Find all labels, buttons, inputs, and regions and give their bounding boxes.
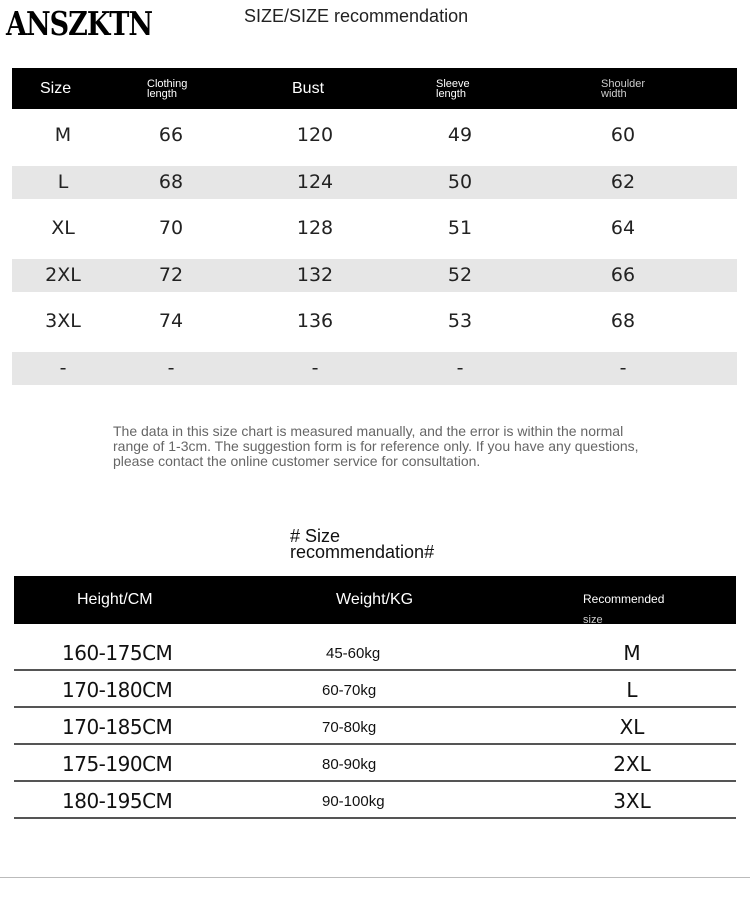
cell-shoulder-width: 64 — [610, 217, 636, 239]
cell-height: 180-195CM — [62, 789, 173, 813]
recommendation-title: # Size recommendation# — [290, 526, 435, 562]
cell-sleeve-length: 49 — [447, 124, 473, 146]
cell-sleeve-length: - — [456, 356, 464, 379]
header-shoulder-width: Shoulder width — [601, 77, 646, 100]
cell-bust: - — [311, 356, 319, 379]
cell-recommended-size: L — [626, 678, 638, 702]
cell-size: 3XL — [45, 310, 81, 332]
cell-size: L — [57, 170, 69, 193]
cell-recommended-size: 2XL — [613, 752, 651, 776]
cell-bust: 128 — [296, 217, 334, 239]
cell-height: 160-175CM — [62, 641, 173, 665]
cell-size: M — [54, 124, 72, 146]
cell-bust: 124 — [296, 170, 334, 193]
header-clothing-length: Clothing length — [147, 77, 188, 100]
cell-clothing-length: 66 — [158, 124, 184, 146]
cell-size: XL — [51, 217, 75, 239]
header-recommended: Recommended — [583, 592, 665, 606]
cell-height: 170-185CM — [62, 715, 173, 739]
cell-sleeve-length: 53 — [447, 310, 473, 332]
table-row — [14, 634, 736, 671]
cell-clothing-length: 70 — [158, 217, 184, 239]
cell-recommended-size: 3XL — [613, 789, 651, 813]
table-row — [14, 671, 736, 708]
brand-logo: ANSZKTN — [6, 6, 153, 44]
table-row — [14, 708, 736, 745]
table-row — [12, 305, 737, 338]
cell-shoulder-width: 62 — [610, 170, 636, 193]
table-row — [14, 745, 736, 782]
cell-height: 175-190CM — [62, 752, 173, 776]
recommendation-table — [14, 634, 736, 819]
cell-size: - — [59, 356, 67, 379]
header-sleeve-length: Sleeve length — [436, 77, 470, 100]
cell-clothing-length: 68 — [158, 170, 184, 193]
header-height: Height/CM — [77, 591, 153, 608]
cell-bust: 136 — [296, 310, 334, 332]
cell-sleeve-length: 51 — [447, 217, 473, 239]
cell-shoulder-width: 66 — [610, 263, 636, 286]
size-chart-table — [12, 119, 737, 398]
cell-height: 170-180CM — [62, 678, 173, 702]
cell-weight: 60-70kg — [322, 682, 377, 699]
header-weight: Weight/KG — [336, 591, 414, 608]
header-bust: Bust — [292, 79, 325, 97]
cell-sleeve-length: 52 — [447, 263, 473, 286]
cell-clothing-length: - — [167, 356, 175, 379]
header-recommended-size: size — [583, 614, 603, 626]
table-row — [12, 119, 737, 152]
cell-size: 2XL — [45, 263, 81, 286]
cell-shoulder-width: 68 — [610, 310, 636, 332]
measurement-note: The data in this size chart is measured manually, and the error is within the normal range of 1-3cm. The suggestion form is for reference only. If you have any questions, please contact the online customer service for consultation. — [113, 423, 639, 469]
table-row — [12, 259, 737, 292]
cell-weight: 80-90kg — [322, 756, 377, 773]
cell-weight: 70-80kg — [322, 719, 377, 736]
cell-clothing-length: 72 — [158, 263, 184, 286]
table-row — [12, 352, 737, 385]
header-size: Size — [40, 79, 72, 97]
cell-clothing-length: 74 — [158, 310, 184, 332]
cell-weight: 90-100kg — [322, 793, 385, 810]
cell-shoulder-width: 60 — [610, 124, 636, 146]
table-row — [12, 166, 737, 199]
recommendation-header — [14, 576, 736, 624]
cell-shoulder-width: - — [619, 356, 627, 379]
size-chart-header — [12, 68, 737, 109]
bottom-divider — [0, 877, 750, 878]
page-title: SIZE/SIZE recommendation — [244, 6, 469, 26]
table-row — [12, 212, 737, 245]
cell-weight: 45-60kg — [326, 645, 381, 662]
cell-recommended-size: XL — [619, 715, 645, 739]
table-row — [14, 782, 736, 819]
cell-sleeve-length: 50 — [447, 170, 473, 193]
cell-bust: 132 — [296, 263, 334, 286]
cell-recommended-size: M — [623, 641, 641, 665]
cell-bust: 120 — [296, 124, 334, 146]
